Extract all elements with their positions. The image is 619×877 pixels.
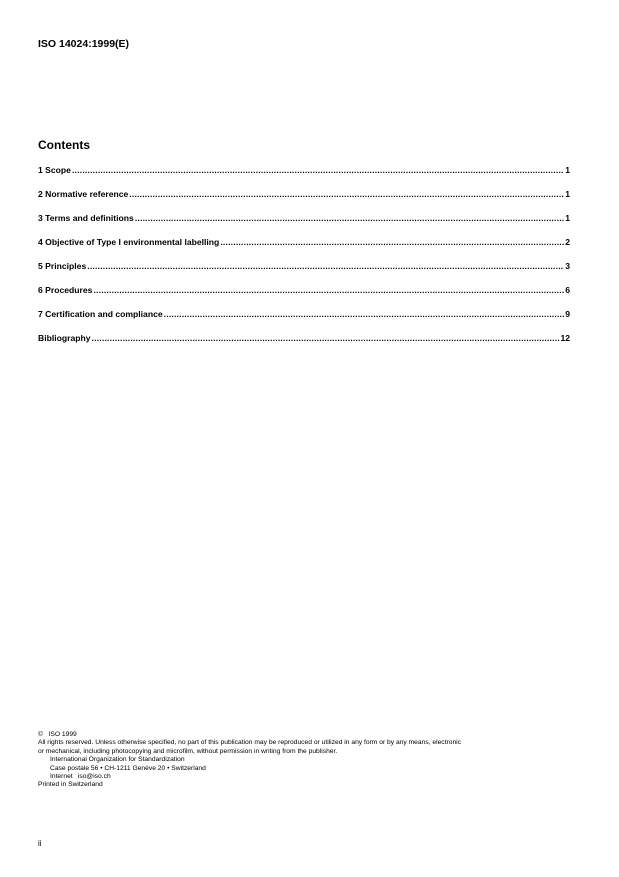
- toc-dot-leader: [87, 261, 564, 271]
- toc-entry-page: 1: [565, 213, 570, 223]
- toc-entry-page: 9: [565, 309, 570, 319]
- internet-line: [50, 773, 578, 781]
- toc-entry-page: 1: [565, 189, 570, 199]
- toc-entry-title: 7 Certification and compliance: [38, 309, 163, 319]
- toc-dot-leader: [164, 309, 565, 319]
- toc-entry-title: 1 Scope: [38, 165, 71, 175]
- copyright-line: © ISO 1999: [38, 731, 77, 738]
- organization-address-block: [50, 756, 578, 781]
- toc-entry-certification[interactable]: [38, 309, 570, 321]
- toc-entry-principles[interactable]: [38, 261, 570, 273]
- document-id-header: ISO 14024:1999(E): [38, 38, 130, 50]
- rights-line: or mechanical, including photocopying and microfilm, without permission in writing from the publisher.: [38, 747, 338, 755]
- contents-heading: Contents: [38, 138, 90, 152]
- toc-entry-objective[interactable]: [38, 237, 570, 249]
- organization-address: Case postale 56 • CH-1211 Genève 20 • Switzerland: [50, 764, 206, 772]
- email-link[interactable]: iso@iso.ch: [77, 773, 111, 781]
- toc-entry-title: 4 Objective of Type I environmental labelling: [38, 237, 220, 247]
- toc-entry-procedures[interactable]: [38, 285, 570, 297]
- toc-entry-page: 6: [565, 285, 570, 295]
- toc-entry-page: 2: [565, 237, 570, 247]
- toc-entry-title: 6 Procedures: [38, 285, 93, 295]
- page-number: ii: [38, 839, 42, 848]
- toc-entry-page: 3: [565, 261, 570, 271]
- toc-entry-terms-definitions[interactable]: [38, 213, 570, 225]
- table-of-contents: [38, 165, 570, 357]
- toc-dot-leader: [129, 189, 564, 199]
- toc-dot-leader: [220, 237, 564, 247]
- toc-dot-leader: [93, 285, 564, 295]
- printed-location: Printed in Switzerland: [38, 781, 103, 789]
- toc-entry-page: 12: [560, 333, 570, 343]
- toc-entry-title: Bibliography: [38, 333, 91, 343]
- toc-entry-normative-reference[interactable]: [38, 189, 570, 201]
- toc-entry-bibliography[interactable]: [38, 333, 570, 345]
- toc-entry-title: 2 Normative reference: [38, 189, 129, 199]
- toc-entry-title: 5 Principles: [38, 261, 87, 271]
- toc-dot-leader: [135, 213, 564, 223]
- toc-dot-leader: [72, 165, 564, 175]
- organization-name: International Organization for Standardization: [50, 756, 185, 764]
- rights-line: All rights reserved. Unless otherwise specified, no part of this publication may be reproduced or utilized in any form or by any means, electronic: [38, 739, 462, 747]
- toc-dot-leader: [92, 333, 560, 343]
- toc-entry-scope[interactable]: [38, 165, 570, 177]
- toc-entry-title: 3 Terms and definitions: [38, 213, 134, 223]
- rights-statement: [38, 739, 578, 756]
- internet-label: Internet: [50, 773, 73, 781]
- toc-entry-page: 1: [565, 165, 570, 175]
- copyright-footer: [38, 731, 578, 790]
